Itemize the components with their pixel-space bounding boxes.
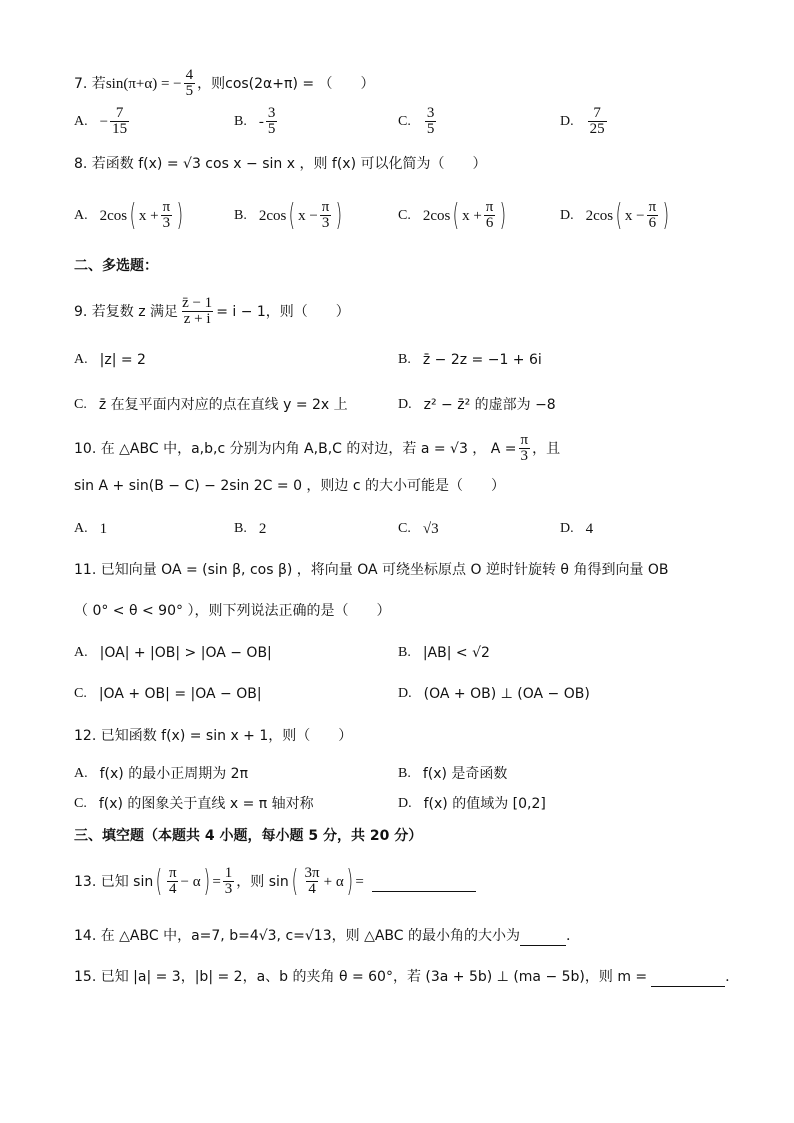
- q13-mid1: − α: [180, 873, 201, 890]
- q7-option-fraction: [425, 106, 437, 137]
- option-sign: -: [258, 113, 264, 130]
- option-label: C.: [74, 397, 87, 412]
- question-7-stem: [74, 68, 375, 99]
- q10-option-c[interactable]: [398, 519, 439, 539]
- q13-mid2: ，则 sin: [236, 873, 289, 890]
- paren-open: (: [452, 197, 460, 233]
- q8-option-num: π: [321, 199, 330, 215]
- paren-open: (: [288, 197, 296, 233]
- q8-option-num: π: [485, 199, 494, 215]
- option-text: |OA + OB| = |OA − OB|: [98, 686, 262, 702]
- option-label: C.: [398, 207, 411, 223]
- q8-option-num: π: [648, 199, 657, 215]
- q13-n3: 3π: [304, 865, 320, 881]
- q9-num: z̄ − 1: [182, 295, 213, 311]
- question-9-stem: [74, 296, 350, 327]
- option-label: A.: [74, 207, 88, 223]
- q13-paren-close-2: ): [346, 863, 353, 899]
- option-text: 4: [585, 521, 594, 537]
- q7-fraction: [184, 68, 196, 99]
- q14-text: 14. 在 △ABC 中，a=7, b=4√3, c=√13，则 △ABC 的最小角的大小为: [74, 927, 521, 944]
- paren-close: ): [176, 197, 184, 233]
- q8-option-b[interactable]: [234, 197, 345, 233]
- q8-option-c[interactable]: [398, 197, 509, 233]
- q8-option-den: 6: [648, 215, 657, 231]
- q10-den: 3: [520, 448, 529, 464]
- q13-d2: 3: [224, 881, 233, 897]
- option-label: D.: [560, 521, 574, 536]
- q11-option-c[interactable]: [74, 684, 262, 704]
- option-text: √3: [422, 521, 439, 537]
- q14-end: .: [566, 927, 571, 944]
- option-label: B.: [234, 113, 247, 129]
- option-inner: x −: [298, 207, 318, 224]
- q12-text: 12. 已知函数 f(x) = sin x + 1，则（ ）: [74, 728, 353, 744]
- q7-option-d[interactable]: [560, 106, 609, 137]
- q7-option-c[interactable]: [398, 106, 438, 137]
- q8-option-fraction: [484, 200, 496, 231]
- q13-n1: π: [168, 865, 177, 881]
- option-inner: x +: [462, 207, 482, 224]
- q9-option-c[interactable]: [74, 395, 348, 415]
- q8-option-fraction: [161, 200, 173, 231]
- q13-eq: =: [212, 873, 221, 890]
- option-text: z̄ 在复平面内对应的点在直线 y = 2x 上: [98, 397, 348, 413]
- q13-d1: 4: [168, 881, 177, 897]
- q13-end: =: [355, 873, 364, 890]
- q7-after: ，则cos(2α+π) = （ ）: [197, 75, 375, 92]
- q8-option-den: 3: [162, 215, 171, 231]
- q8-text: 8. 若函数 f(x) = √3 cos x − sin x ，则 f(x) 可以化简为（ ）: [74, 156, 487, 172]
- q7-option-den: 15: [112, 121, 128, 137]
- option-text: |AB| < √2: [422, 645, 490, 661]
- q7-option-den: 5: [267, 121, 276, 137]
- option-label: D.: [398, 397, 412, 412]
- q11-line1-text: 11. 已知向量 OA = (sin β, cos β) ，将向量 OA 可绕坐标原点 O 逆时针旋转 θ 角得到向量 OB: [74, 562, 669, 578]
- q7-option-num: 3: [426, 105, 435, 121]
- q8-option-den: 6: [485, 215, 494, 231]
- option-label: A.: [74, 352, 88, 367]
- question-11-line2: [74, 601, 390, 621]
- q8-option-fraction: [647, 200, 659, 231]
- option-label: D.: [398, 686, 412, 701]
- paren-close: ): [662, 197, 670, 233]
- question-14: [74, 925, 570, 946]
- option-prefix: 2cos: [258, 207, 287, 224]
- q11-option-a[interactable]: [74, 643, 272, 663]
- option-label: B.: [234, 207, 247, 223]
- option-text: z̄ − 2z = −1 + 6i: [422, 352, 542, 368]
- option-text: 1: [99, 521, 108, 537]
- question-10-line2: [74, 476, 505, 496]
- q7-option-num: 3: [267, 105, 276, 121]
- option-label: C.: [398, 113, 411, 129]
- option-text: |z| = 2: [99, 352, 146, 368]
- option-label: C.: [74, 686, 87, 701]
- option-text: 2: [258, 521, 267, 537]
- q13-paren-open-1: (: [155, 863, 163, 899]
- q7-option-a[interactable]: [74, 106, 131, 137]
- q13-paren-open-2: (: [291, 863, 298, 899]
- option-inner: x −: [624, 207, 645, 224]
- q13-prefix: 13. 已知 sin: [74, 873, 154, 890]
- q13-mid3: + α: [323, 873, 344, 890]
- q8-option-d[interactable]: [560, 197, 672, 233]
- option-label: D.: [560, 207, 574, 223]
- q10-num: π: [520, 432, 529, 448]
- option-text: f(x) 的最小正周期为 2π: [99, 766, 248, 782]
- question-15: [74, 966, 730, 987]
- option-text: f(x) 的值域为 [0,2]: [423, 796, 546, 812]
- option-label: C.: [74, 796, 87, 811]
- q11-option-d[interactable]: [398, 684, 590, 704]
- q7-option-fraction: [588, 106, 607, 137]
- section-heading-fill-in: 三、填空题（本题共 4 小题，每小题 5 分，共 20 分）: [74, 828, 423, 844]
- q7-option-den: 5: [426, 121, 435, 137]
- question-10-line1: [74, 433, 560, 464]
- q9-prefix: 9. 若复数 z 满足: [74, 303, 179, 320]
- q8-option-num: π: [162, 199, 171, 215]
- q7-option-fraction: [110, 106, 129, 137]
- option-label: D.: [398, 796, 412, 811]
- q8-option-a[interactable]: [74, 197, 186, 233]
- option-sign: −: [99, 113, 109, 130]
- q8-option-fraction: [320, 200, 332, 231]
- q9-den: z + i: [183, 311, 211, 327]
- q8-option-den: 3: [321, 215, 330, 231]
- q7-option-num: 7: [115, 105, 124, 121]
- q10-fraction: [519, 433, 531, 464]
- q13-n2: 1: [224, 865, 233, 881]
- option-text: (OA + OB) ⊥ (OA − OB): [423, 686, 590, 702]
- q9-option-b[interactable]: [398, 350, 542, 370]
- paren-close: ): [499, 197, 507, 233]
- q13-fraction-1: [167, 866, 179, 897]
- question-8-stem: [74, 154, 487, 174]
- q7-option-b[interactable]: [234, 106, 279, 137]
- q13-fraction-3: [303, 866, 322, 897]
- option-prefix: 2cos: [585, 207, 614, 224]
- question-11-line1: [74, 560, 669, 580]
- answer-blank-15[interactable]: [651, 966, 725, 987]
- option-label: A.: [74, 521, 88, 536]
- option-label: B.: [398, 645, 411, 660]
- q10-line1-text: 10. 在 △ABC 中，a,b,c 分别为内角 A,B,C 的对边，若 a = √3 ， A =: [74, 440, 517, 457]
- q12-option-c[interactable]: [74, 794, 314, 814]
- option-label: D.: [560, 113, 574, 129]
- q10-option-d[interactable]: [560, 519, 593, 539]
- section-heading-multiple-choice: 二、多选题：: [74, 258, 158, 274]
- q9-option-d[interactable]: [398, 395, 556, 415]
- q7-option-den: 25: [589, 121, 605, 137]
- q7-option-num: 7: [593, 105, 601, 121]
- paren-open: (: [615, 197, 623, 233]
- q9-fraction: [180, 296, 214, 327]
- option-label: A.: [74, 645, 88, 660]
- q7-math: sin(π+α) = −: [105, 75, 182, 92]
- option-text: z² − z̄² 的虚部为 −8: [423, 397, 556, 413]
- question-12-stem: [74, 726, 352, 746]
- q11-line2-text: （ 0° < θ < 90° ），则下列说法正确的是（ ）: [74, 603, 391, 619]
- q13-d3: 4: [308, 881, 316, 897]
- q7-option-fraction: [266, 106, 278, 137]
- option-label: B.: [398, 352, 411, 367]
- option-label: B.: [234, 521, 247, 536]
- question-13: [74, 863, 476, 899]
- q7-num: 4: [185, 67, 194, 83]
- q10-line2-text: sin A + sin(B − C) − 2sin 2C = 0 ，则边 c 的大小可能是（ ）: [74, 478, 506, 494]
- paren-close: ): [335, 197, 343, 233]
- q7-prefix: 7. 若: [74, 75, 106, 92]
- answer-blank-13[interactable]: [372, 871, 476, 892]
- answer-blank-14[interactable]: [520, 925, 566, 946]
- q10-option-a[interactable]: [74, 519, 107, 539]
- option-label: C.: [398, 521, 411, 536]
- option-inner: x +: [138, 207, 159, 224]
- paren-open: (: [129, 197, 137, 233]
- option-prefix: 2cos: [99, 207, 128, 224]
- q9-option-a[interactable]: [74, 350, 146, 370]
- q12-option-d[interactable]: [398, 794, 546, 814]
- option-text: |OA| + |OB| > |OA − OB|: [99, 645, 272, 661]
- option-label: A.: [74, 113, 88, 129]
- q10-option-b[interactable]: [234, 519, 266, 539]
- q10-line1-after: ，且: [532, 440, 561, 457]
- q13-fraction-2: [223, 866, 235, 897]
- q12-option-a[interactable]: [74, 764, 248, 784]
- q13-paren-close-1: ): [203, 863, 210, 899]
- q15-text: 15. 已知 |a| = 3，|b| = 2，a、b 的夹角 θ = 60°，若 (3a + 5b) ⊥ (ma − 5b)，则 m =: [74, 968, 648, 985]
- option-label: B.: [398, 766, 411, 781]
- option-prefix: 2cos: [422, 207, 451, 224]
- option-text: f(x) 的图象关于直线 x = π 轴对称: [98, 796, 314, 812]
- q7-den: 5: [185, 83, 194, 99]
- option-text: f(x) 是奇函数: [422, 766, 508, 782]
- option-label: A.: [74, 766, 88, 781]
- q9-after: = i − 1，则（ ）: [216, 303, 350, 320]
- q11-option-b[interactable]: [398, 643, 490, 663]
- q15-end: .: [725, 968, 730, 985]
- q12-option-b[interactable]: [398, 764, 507, 784]
